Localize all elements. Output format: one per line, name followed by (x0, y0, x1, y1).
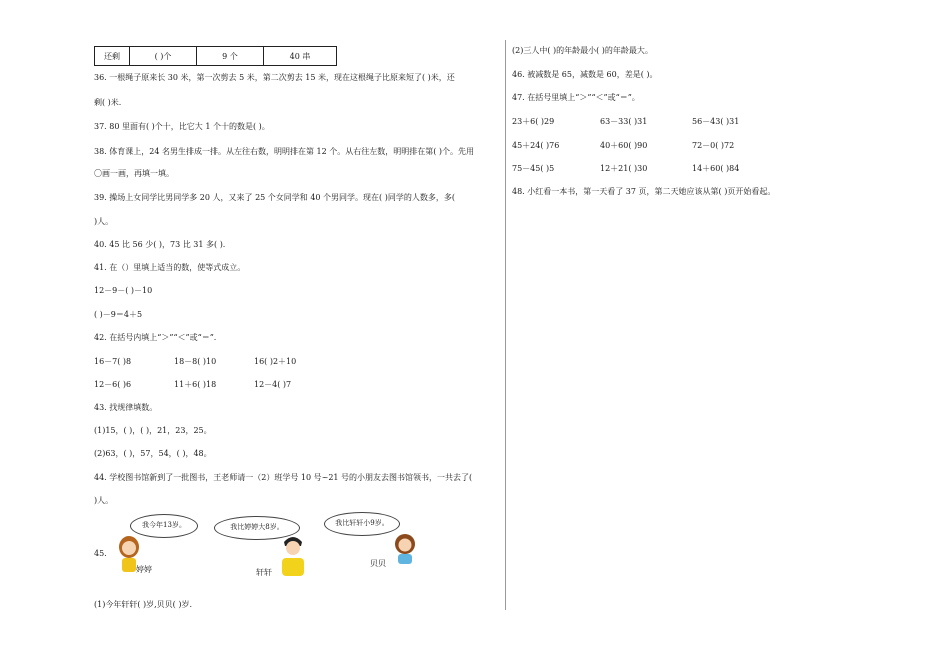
comparison-item: 63－33( )31 (600, 117, 648, 126)
comparison-item: 16( )2＋10 (254, 357, 297, 366)
table-cell: ( )个 (130, 47, 197, 66)
question-39-line2: )人。 (94, 217, 114, 226)
table-cell: 还剩 (95, 47, 130, 66)
name-xuanxuan: 轩轩 (256, 568, 272, 577)
comparison-item: 12－4( )7 (254, 380, 292, 389)
question-46: 46. 被减数是 65，减数是 60，差是( )。 (512, 70, 658, 79)
comparison-item: 14＋60( )84 (692, 164, 740, 173)
comparison-item: 12＋21( )30 (600, 164, 648, 173)
girl-beibei-illustration (390, 532, 420, 566)
question-45-number: 45. (94, 549, 107, 558)
name-tingting: 婷婷 (136, 565, 152, 574)
question-43-title: 43. 找规律填数。 (94, 403, 158, 412)
question-45-part1: (1)今年轩轩( )岁,贝贝( )岁. (94, 600, 192, 609)
speech-bubble-beibei: 我比轩轩小9岁。 (324, 512, 400, 536)
question-48: 48. 小红看一本书，第一天看了 37 页，第二天她应该从第( )页开始看起。 (512, 187, 776, 196)
comparison-item: 18－8( )10 (174, 357, 217, 366)
question-36-line1: 36. 一根绳子原来长 30 米，第一次剪去 5 米，第二次剪去 15 米，现在这根绳子比原来短了( )米，还 (94, 73, 455, 82)
table-row (95, 47, 337, 66)
question-38-line1: 38. 体育课上，24 名男生排成一排。从左往右数，明明排在第 12 个。从右往左数，明明排在第( )个。先用 (94, 147, 475, 156)
comparison-item: 16－7( )8 (94, 357, 132, 366)
boy-xuanxuan-illustration (276, 532, 310, 578)
question-44-line2: )人。 (94, 496, 114, 505)
name-beibei: 贝贝 (370, 559, 386, 568)
question-41-item2: ( )－9＝4＋5 (94, 310, 143, 319)
remaining-table (94, 46, 337, 66)
question-41-title: 41. 在（）里填上适当的数，使等式成立。 (94, 263, 246, 272)
question-38-line2: 〇画一画，再填一填。 (94, 169, 174, 178)
comparison-item: 23＋6( )29 (512, 117, 555, 126)
question-40: 40. 45 比 56 少( )，73 比 31 多( ). (94, 240, 226, 249)
question-36-line2: 剩( )米. (94, 98, 122, 107)
question-44-line1: 44. 学校图书馆新到了一批图书，王老师请一（2）班学号 10 号~21 号的小朋友去图书馆领书，一共去了( (94, 473, 473, 482)
question-47-title: 47. 在括号里填上“＞”“＜”或“＝”。 (512, 93, 640, 102)
question-39-line1: 39. 操场上女同学比男同学多 20 人，又来了 25 个女同学和 40 个男同学。现在( )同学的人数多，多( (94, 193, 455, 202)
column-divider (505, 40, 506, 610)
comparison-item: 75－45( )5 (512, 164, 555, 173)
comparison-item: 45＋24( )76 (512, 141, 560, 150)
speech-bubble-tingting: 我今年13岁。 (130, 514, 198, 538)
table-cell: 9 个 (197, 47, 264, 66)
question-43-item1: (1)15，( )，( )，21，23，25。 (94, 426, 212, 435)
table-cell: 40 串 (264, 47, 337, 66)
question-42-title: 42. 在括号内填上“＞”“＜”或“＝”. (94, 333, 217, 342)
question-43-item2: (2)63，( )，57，54，( )，48。 (94, 449, 212, 458)
comparison-item: 56－43( )31 (692, 117, 740, 126)
comparison-item: 40＋60( )90 (600, 141, 648, 150)
comparison-item: 12－6( )6 (94, 380, 132, 389)
question-37: 37. 80 里面有( )个十，比它大 1 个十的数是( )。 (94, 122, 270, 131)
question-41-item1: 12－9－( )－10 (94, 286, 153, 295)
comparison-item: 11＋6( )18 (174, 380, 217, 389)
speech-bubble-xuanxuan: 我比婷婷大8岁。 (214, 516, 300, 540)
question-45-part2: (2)三人中( )的年龄最小( )的年龄最大。 (512, 46, 653, 55)
comparison-item: 72－0( )72 (692, 141, 735, 150)
